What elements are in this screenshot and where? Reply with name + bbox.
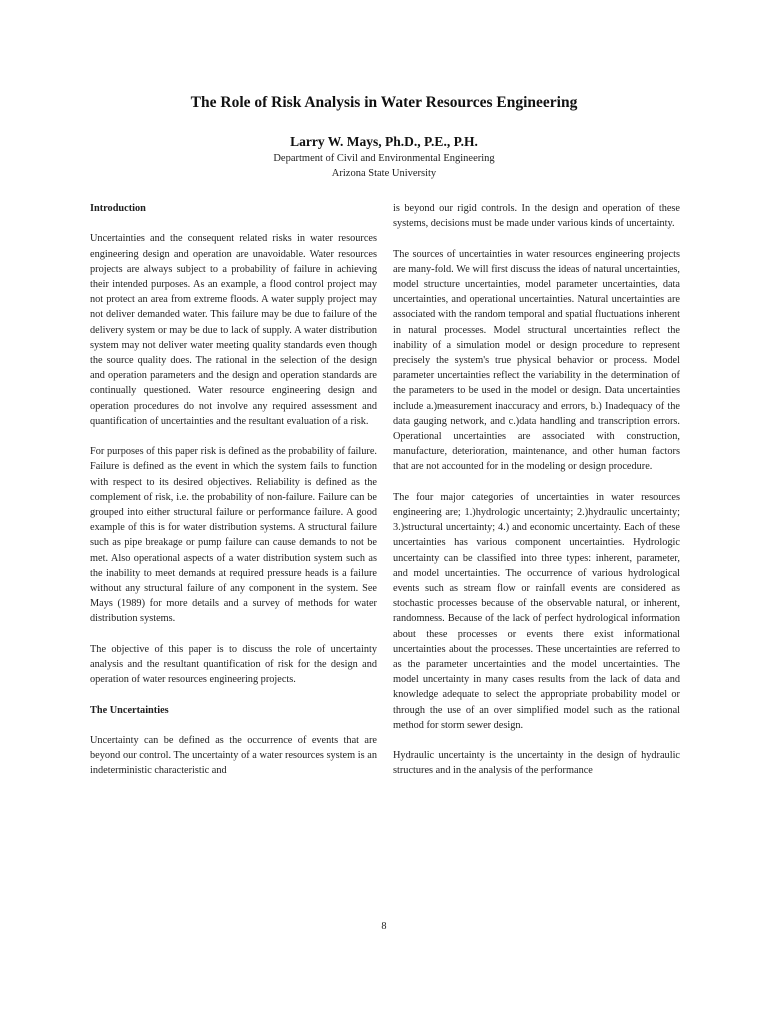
affiliation-university: Arizona State University <box>331 168 437 179</box>
section-heading-introduction: Introduction <box>90 203 146 214</box>
section-heading-uncertainties: The Uncertainties <box>90 704 169 716</box>
paragraph: Uncertainties and the consequent related risks in water resources engineering design and operation are unavoidable. Water resources projects are always subject to a probability of failure in achieving their intended purposes. As an example, a flood control project may not protect an area from extreme floods. A water supply project may not deliver demanded water. This failure may be due to failure of the delivery system or may be due to lack of supply. A water distribution system may not deliver water meeting quality standards even though the source quality does. The rational in the selection of the design and operation parameters and the design and operation standards are continually questioned. Water resource engineering design and operation procedures do not involve any required assessment and quantification of uncertainties and the resultant evaluation of a risk. <box>90 233 377 427</box>
paragraph: is beyond our rigid controls. In the design and operation of these systems, decisions must be made under various kinds of uncertainty. <box>393 203 680 230</box>
paragraph: The objective of this paper is to discuss the role of uncertainty analysis and the resultant quantification of risk for the design and operation of water resources engineering projects. <box>90 643 377 686</box>
paragraph: Hydraulic uncertainty is the uncertainty in the design of hydraulic structures and in the analysis of the performance <box>393 750 680 777</box>
paragraph: For purposes of this paper risk is defined as the probability of failure. Failure is defined as the event in which the system fails to function with respect to its desired objectives. Reliability is defined as the complement of risk, i.e. the probability of non-failure. Failure can be grouped into either structural failure or performance failure. A good example of this is for water distribution systems. A structural failure such as pipe breakage or pump failure can cause demands to not be met. Also operational aspects of a water distribution system such as the inability to meet demands at required pressure heads is a failure without any structural failure of any component in the system. See Mays (1989) for more details and a survey of methods for water distribution systems. <box>90 446 377 625</box>
left-column <box>90 201 377 794</box>
right-column <box>393 201 680 794</box>
affiliation-department: Department of Civil and Environmental Engineering <box>273 153 495 164</box>
paragraph: The four major categories of uncertainties in water resources engineering are; 1.)hydrologic uncertainty; 2.)hydraulic uncertainty; 3.)structural uncertainty; 4.) and economic uncertainty. Each of these uncertainties has various component uncertainties. Hydrologic uncertainty can be classified into three types: inherent, parameter, and model uncertainties. The occurrence of various hydrological events such as stream flow or rainfall events are considered as stochastic processes because of the observable natural, or inherent, randomness. Because of the lack of perfect hydrological information about these processes or events there exist informational uncertainties about the processes. These uncertainties are referred to as the parameter uncertainties and the model uncertainties. The model uncertainty in many cases results from the lack of data and knowledge adequate to select the appropriate probability model or through the use of an over simplified model such as the rational method for storm sewer design. <box>393 491 680 731</box>
paper-title: The Role of Risk Analysis in Water Resources Engineering <box>190 94 578 111</box>
paragraph: The sources of uncertainties in water resources engineering projects are many-fold. We will first discuss the ideas of natural uncertainties, model structure uncertainties, model parameter uncertainties, data uncertainties, and operational uncertainties. Natural uncertainties are associated with the random temporal and spatial fluctuations inherent in natural processes. Model structural uncertainties reflect the inability of a simulation model or design procedure to represent precisely the system's true physical behavior or process. Model parameter uncertainties reflect the variability in the determination of the parameters to be used in the model or design. Data uncertainties include a.)measurement inaccuracy and errors, b.) Inadequacy of the data gauging network, and c.)data handling and transcription errors. Operational uncertainties are associated with construction, manufacture, deterioration, maintenance, and other human factors that are not accounted for in the modeling or design procedure. <box>393 248 680 473</box>
author-name: Larry W. Mays, Ph.D., P.E., P.H. <box>290 134 478 149</box>
paragraph: Uncertainty can be defined as the occurrence of events that are beyond our control. The uncertainty of a water resources system is an indeterministic characteristic and <box>90 735 377 777</box>
page-number: 8 <box>381 921 387 932</box>
